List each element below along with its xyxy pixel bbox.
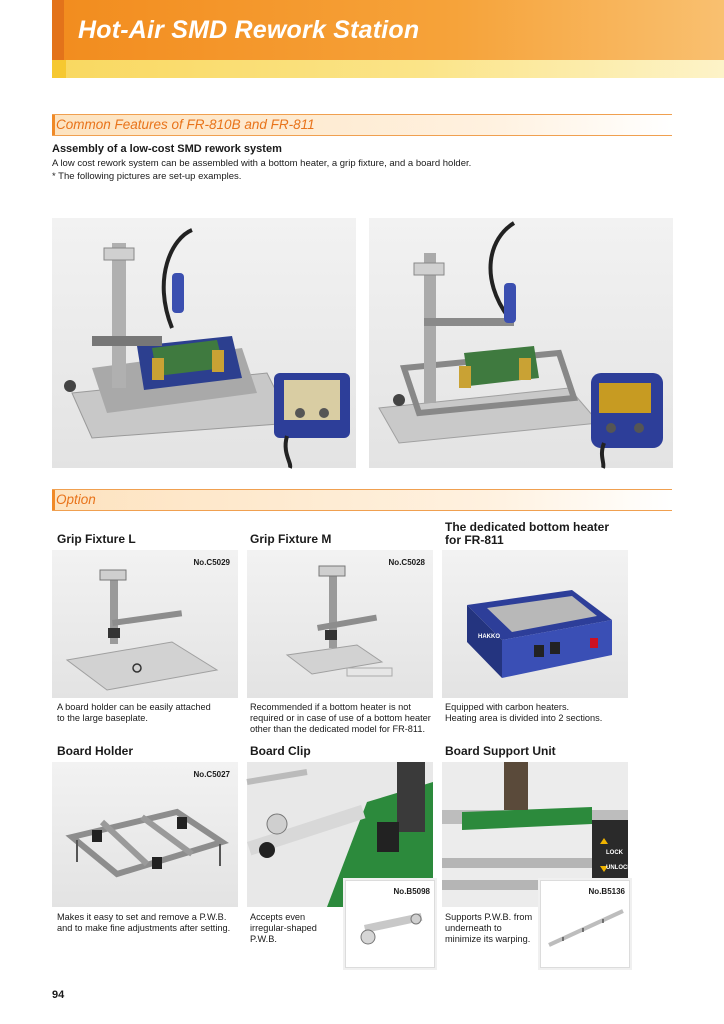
hakko-logo: HAKKO [478, 634, 500, 640]
option-title-board-support-unit: Board Support Unit [445, 744, 556, 758]
page-title: Hot-Air SMD Rework Station [78, 16, 420, 44]
header-accent [52, 0, 64, 60]
board-holder-desc-2: and to make fine adjustments after setting. [57, 923, 231, 933]
setup-photo-2 [369, 218, 673, 468]
option-title-grip-fixture-l: Grip Fixture L [57, 532, 136, 546]
section-heading-common-text: Common Features of FR-810B and FR-811 [56, 117, 315, 132]
product-code: No.B5098 [393, 887, 430, 896]
section-heading-common [52, 114, 672, 136]
grip-fixture-l-desc-2: to the large baseplate. [57, 713, 148, 723]
option-title-grip-fixture-m: Grip Fixture M [250, 532, 332, 546]
board-clip-desc-3: P.W.B. [250, 934, 277, 944]
grip-fixture-m-desc-2: required or in case of use of a bottom heater [250, 713, 431, 723]
board-holder-photo [52, 762, 238, 907]
board-support-desc-3: minimize its warping. [445, 934, 531, 944]
option-title-bottom-heater-line2: for FR-811 [445, 533, 504, 547]
assembly-note: * The following pictures are set-up examples. [52, 171, 242, 182]
board-support-inset [540, 880, 630, 968]
option-title-board-holder: Board Holder [57, 744, 134, 758]
bottom-heater-desc-2: Heating area is divided into 2 sections. [445, 713, 603, 723]
grip-fixture-m-desc-1: Recommended if a bottom heater is not [250, 702, 411, 712]
section-heading-option-text: Option [56, 492, 96, 507]
bottom-heater-desc-1: Equipped with carbon heaters. [445, 702, 570, 712]
option-title-bottom-heater-line1: The dedicated bottom heater [445, 520, 610, 534]
grip-fixture-l-desc-1: A board holder can be easily attached [57, 702, 211, 712]
grip-fixture-l-photo [52, 550, 238, 698]
grip-fixture-m-photo [247, 550, 433, 698]
board-support-desc-1: Supports P.W.B. from [445, 912, 533, 922]
page-number: 94 [52, 989, 65, 1001]
header-strip-accent [52, 60, 66, 78]
product-code: No.C5029 [193, 558, 230, 567]
board-clip-desc-1: Accepts even [250, 912, 306, 922]
section-heading-option [52, 489, 672, 511]
product-code: No.B5136 [588, 887, 625, 896]
unlock-label: UNLOCK [606, 865, 632, 871]
product-code: No.C5027 [193, 770, 230, 779]
setup-photo-1 [52, 218, 356, 468]
board-support-desc-2: underneath to [445, 923, 502, 933]
board-clip-desc-2: irregular-shaped [250, 923, 317, 933]
grip-fixture-m-desc-3: other than the dedicated model for FR-811. [250, 724, 426, 734]
header-strip [52, 60, 724, 78]
bottom-heater-photo [442, 550, 628, 698]
product-code: No.C5028 [388, 558, 425, 567]
option-title-board-clip: Board Clip [250, 744, 311, 758]
board-holder-desc-1: Makes it easy to set and remove a P.W.B. [57, 912, 227, 922]
assembly-subheading: Assembly of a low-cost SMD rework system [52, 143, 282, 155]
lock-label: LOCK [606, 850, 623, 856]
assembly-description: A low cost rework system can be assembled with a bottom heater, a grip fixture, and a board holder. [52, 158, 472, 169]
board-clip-inset [345, 880, 435, 968]
